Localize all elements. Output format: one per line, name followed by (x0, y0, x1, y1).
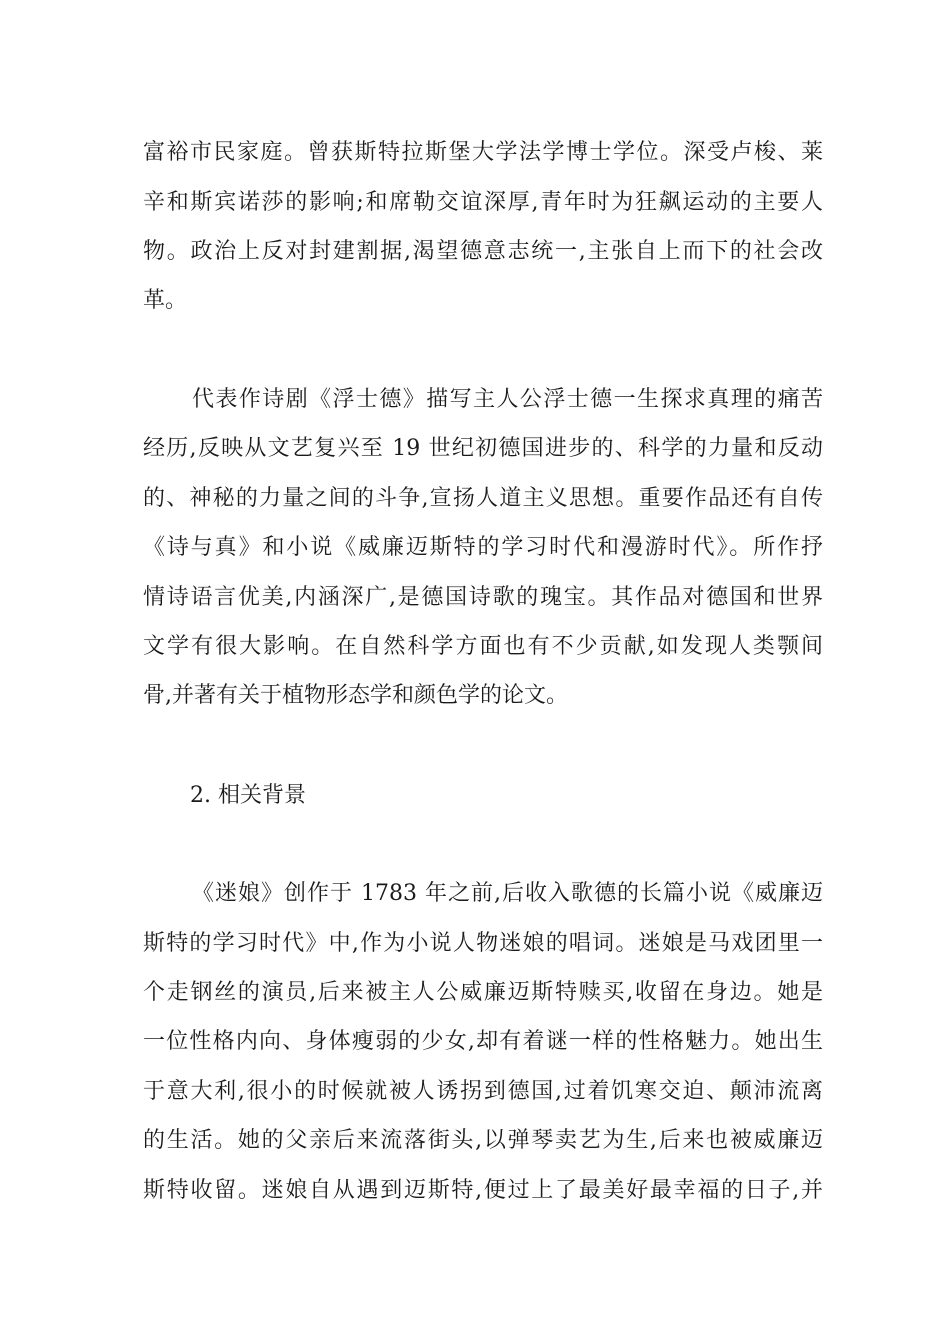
paragraph-2-line-4: 《诗与真》和小说《威廉迈斯特的学习时代和漫游时代》。所作抒 (143, 535, 823, 560)
paragraph-2-line-5: 情诗语言优美,内涵深广,是德国诗歌的瑰宝。其作品对德国和世界 (143, 585, 823, 610)
paragraph-3-line-7: 斯特收留。迷娘自从遇到迈斯特,便过上了最美好最幸福的日子,并 (143, 1178, 823, 1203)
paragraph-3-line-5: 于意大利,很小的时候就被人诱拐到德国,过着饥寒交迫、颠沛流离 (143, 1079, 823, 1104)
paragraph-3-line-2: 斯特的学习时代》中,作为小说人物迷娘的唱词。迷娘是马戏团里一 (143, 931, 823, 956)
paragraph-2-line-6: 文学有很大影响。在自然科学方面也有不少贡献,如发现人类颚间 (143, 634, 823, 659)
paragraph-2-line-1: 代表作诗剧《浮士德》描写主人公浮士德一生探求真理的痛苦 (192, 387, 823, 412)
section-heading: 2. 相关背景 (190, 783, 306, 808)
paragraph-3-line-4: 一位性格内向、身体瘦弱的少女,却有着谜一样的性格魅力。她出生 (143, 1029, 823, 1054)
paragraph-3-line-6: 的生活。她的父亲后来流落街头,以弹琴卖艺为生,后来也被威廉迈 (143, 1128, 823, 1153)
paragraph-1-line-1: 富裕市民家庭。曾获斯特拉斯堡大学法学博士学位。深受卢梭、莱 (143, 140, 823, 165)
paragraph-1-line-4: 革。 (143, 288, 188, 313)
paragraph-2-line-3: 的、神秘的力量之间的斗争,宣扬人道主义思想。重要作品还有自传 (143, 486, 823, 511)
paragraph-2-line-7: 骨,并著有关于植物形态学和颜色学的论文。 (143, 683, 568, 708)
paragraph-1-line-3: 物。政治上反对封建割据,渴望德意志统一,主张自上而下的社会改 (143, 239, 823, 264)
paragraph-3-line-1: 《迷娘》创作于 1783 年之前,后收入歌德的长篇小说《威廉迈 (192, 881, 823, 906)
paragraph-2-line-2: 经历,反映从文艺复兴至 19 世纪初德国进步的、科学的力量和反动 (143, 436, 823, 461)
paragraph-3-line-3: 个走钢丝的演员,后来被主人公威廉迈斯特赎买,收留在身边。她是 (143, 980, 823, 1005)
paragraph-1-line-2: 辛和斯宾诺莎的影响;和席勒交谊深厚,青年时为狂飙运动的主要人 (143, 190, 823, 215)
